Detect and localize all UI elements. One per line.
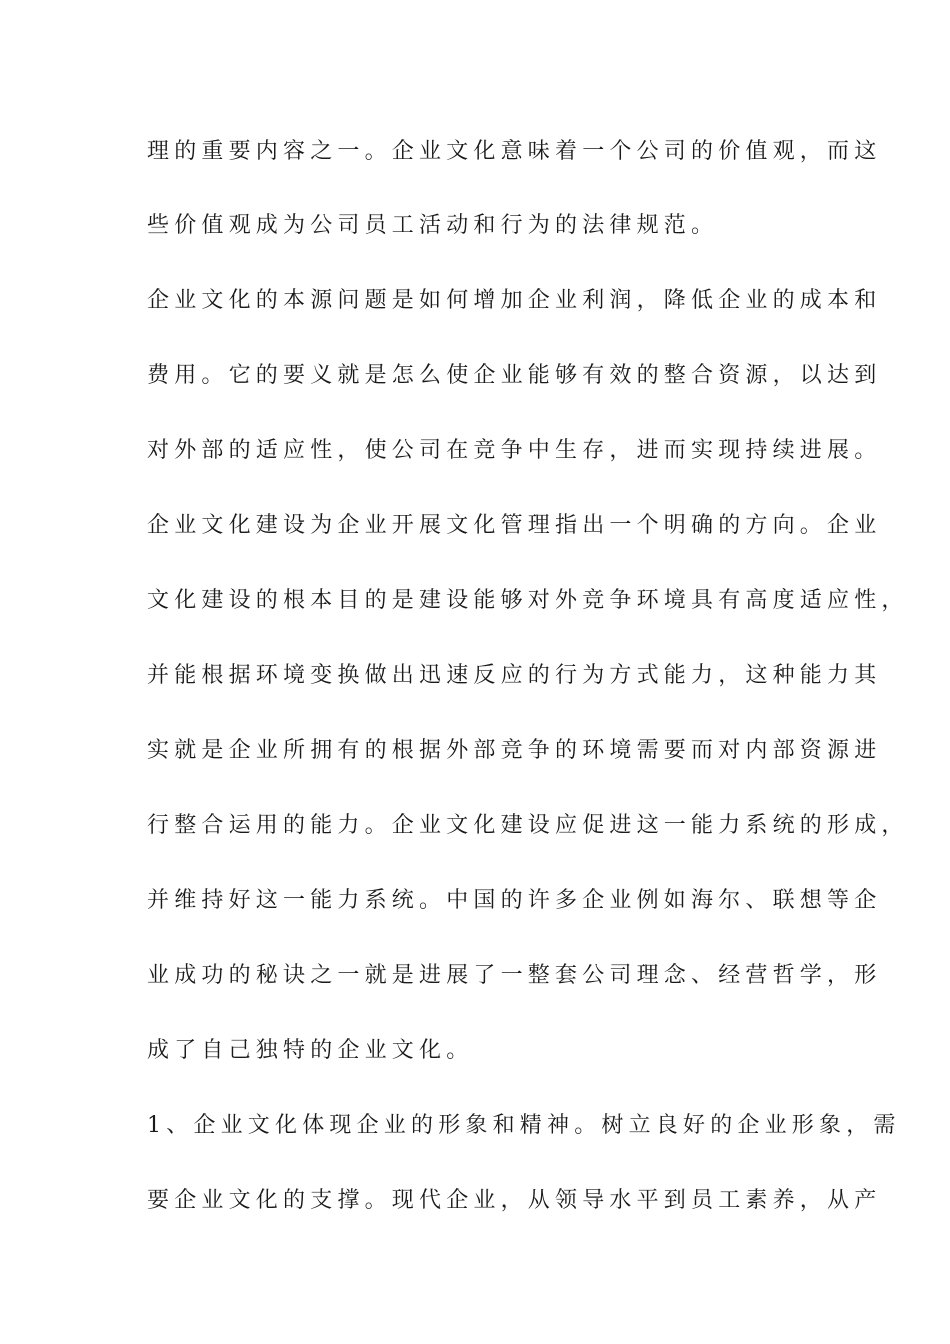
text-line: 费用。它的要义就是怎么使企业能够有效的整合资源，以达到 <box>147 363 882 388</box>
text-line: 行整合运用的能力。企业文化建设应促进这一能力系统的形成， <box>147 813 909 838</box>
text-line: 企业文化建设为企业开展文化管理指出一个明确的方向。企业 <box>147 513 882 538</box>
text-line: 并能根据环境变换做出迅速反应的行为方式能力，这种能力其 <box>147 663 882 688</box>
text-line: 对外部的适应性，使公司在竞争中生存，进而实现持续进展。 <box>147 438 882 463</box>
text-line: 并维持好这一能力系统。中国的许多企业例如海尔、联想等企 <box>147 888 882 913</box>
text-line: 业成功的秘诀之一就是进展了一整套公司理念、经营哲学，形 <box>147 963 882 988</box>
text-line: 要企业文化的支撑。现代企业，从领导水平到员工素养，从产 <box>147 1188 882 1213</box>
text-line: 企业文化的本源问题是如何增加企业利润，降低企业的成本和 <box>147 288 882 313</box>
text-line: 理的重要内容之一。企业文化意味着一个公司的价值观，而这 <box>147 139 882 164</box>
text-line: 文化建设的根本目的是建设能够对外竞争环境具有高度适应性， <box>147 588 909 613</box>
text-line: 成了自己独特的企业文化。 <box>147 1038 474 1063</box>
text-line: 实就是企业所拥有的根据外部竞争的环境需要而对内部资源进 <box>147 738 882 763</box>
text-line: 些价值观成为公司员工活动和行为的法律规范。 <box>147 213 719 238</box>
text-line: 1、企业文化体现企业的形象和精神。树立良好的企业形象，需 <box>147 1113 901 1138</box>
